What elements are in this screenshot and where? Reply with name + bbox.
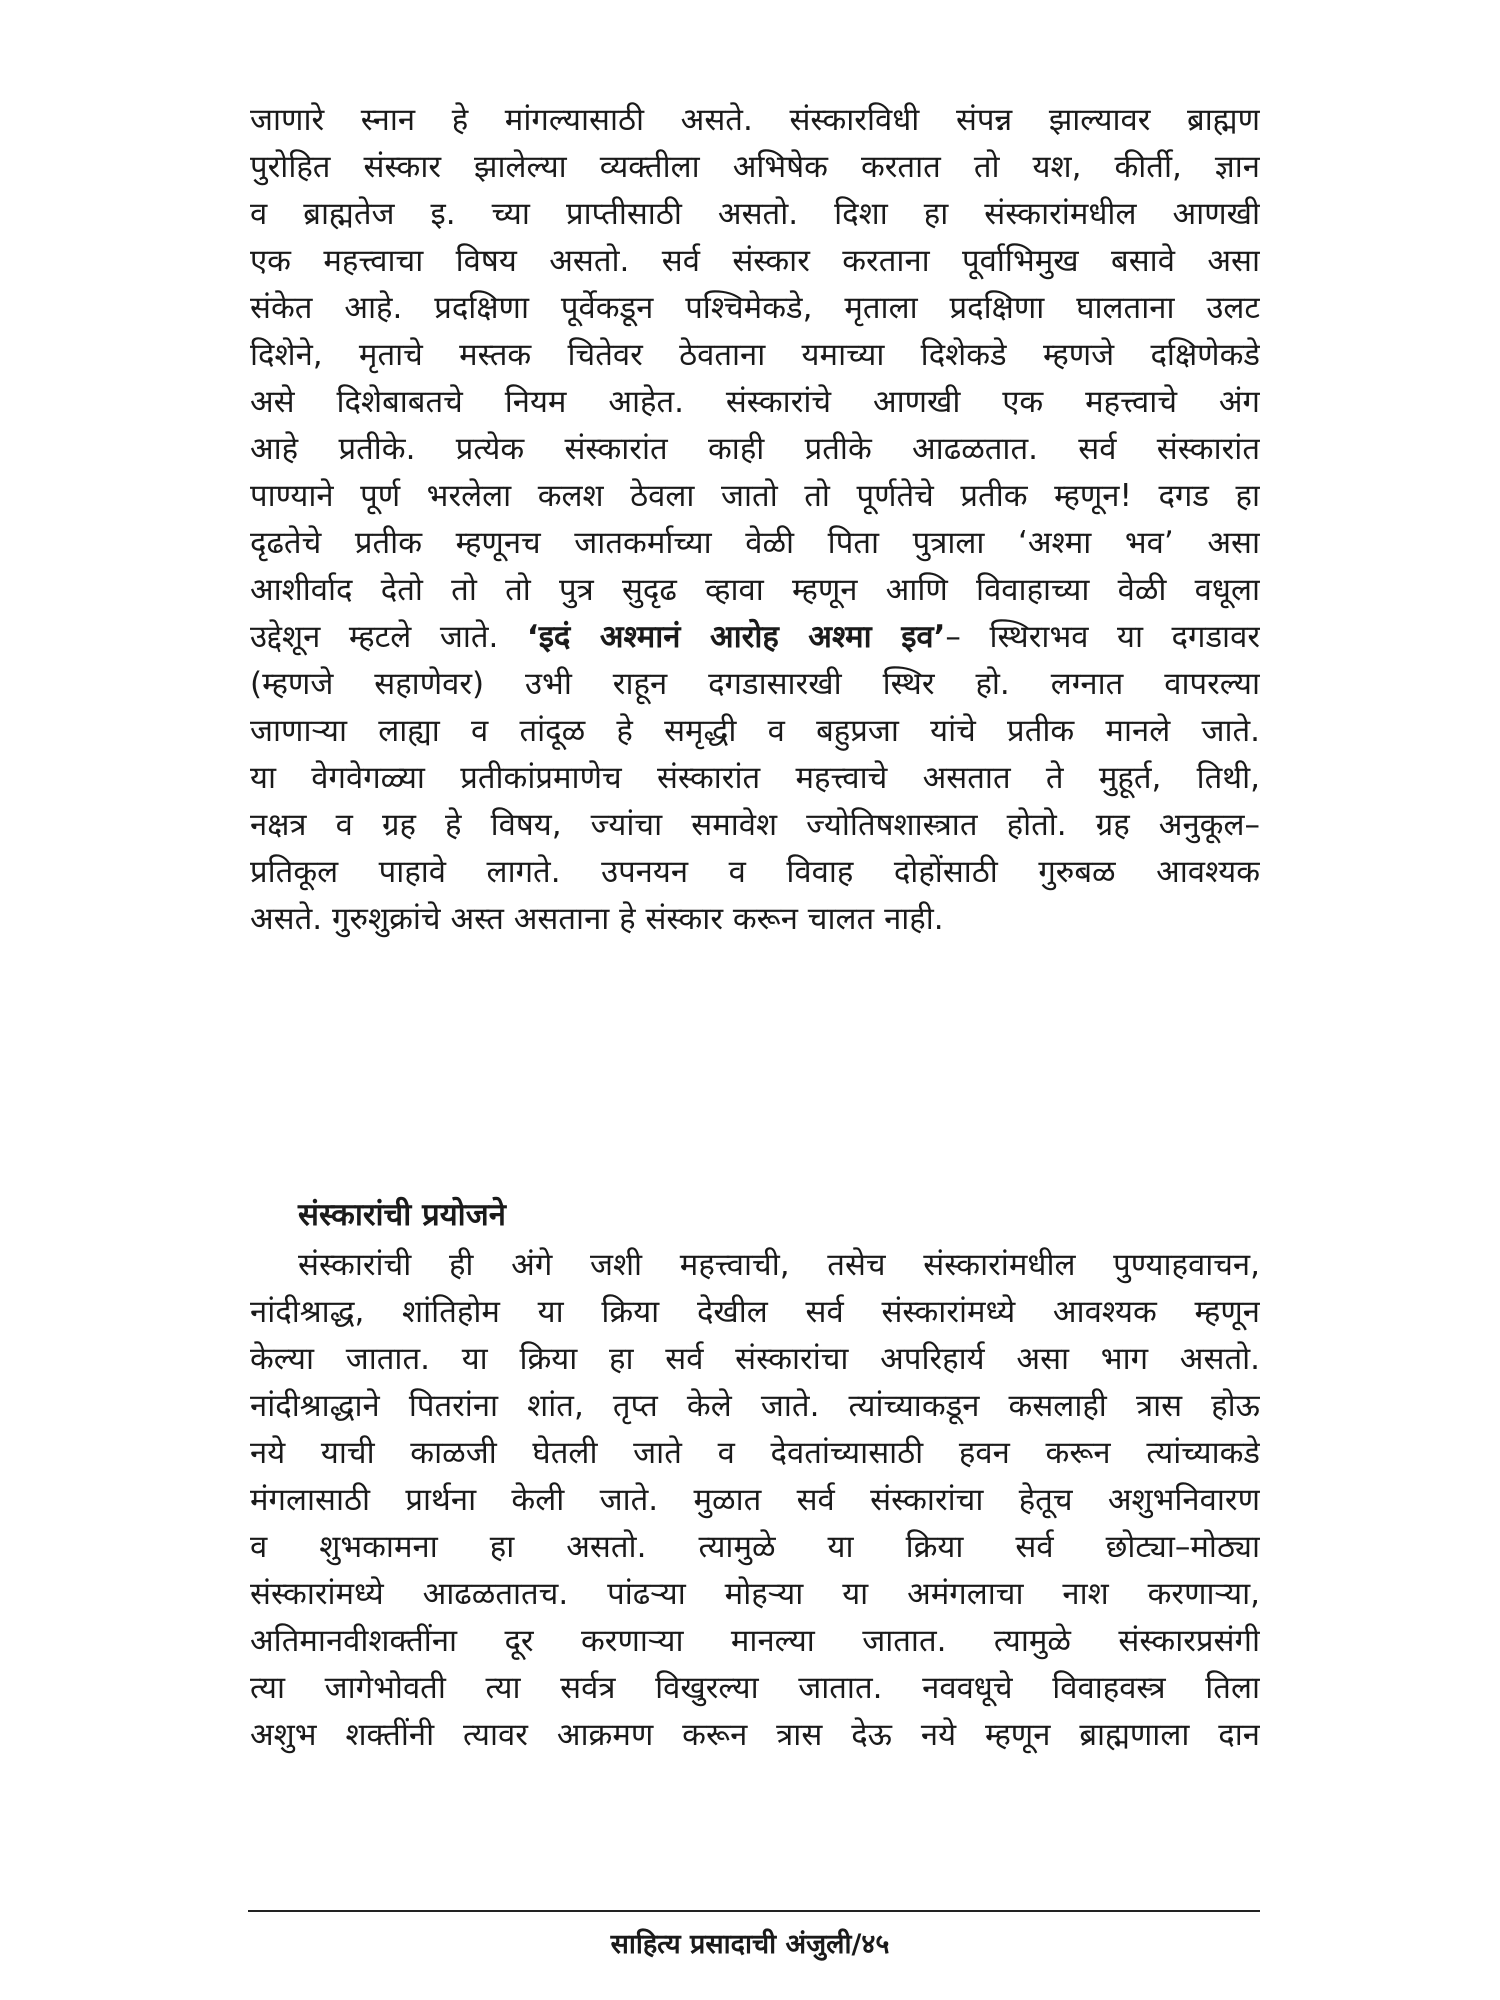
paragraph-line: जाणाऱ्या लाह्या व तांदूळ हे समृद्धी व बहुप्रजा यांचे प्रतीक मानले जाते. [250, 713, 1260, 749]
paragraph-line: त्या जागेभोवती त्या सर्वत्र विखुरल्या जातात. नववधूचे विवाहवस्त्र तिला [250, 1670, 1260, 1706]
paragraph-line: अशुभ शक्तींनी त्यावर आक्रमण करून त्रास देऊ नये म्हणून ब्राह्मणाला दान [250, 1717, 1260, 1753]
paragraph-line: असते. गुरुशुक्रांचे अस्त असताना हे संस्कार करून चालत नाही. [250, 901, 944, 937]
paragraph-line: जाणारे स्नान हे मांगल्यासाठी असते. संस्कारविधी संपन्न झाल्यावर ब्राह्मण [250, 102, 1260, 138]
paragraph-line: पाण्याने पूर्ण भरलेला कलश ठेवला जातो तो पूर्णतेचे प्रतीक म्हणून! दगड हा [250, 478, 1260, 514]
paragraph-1 [250, 97, 1260, 943]
paragraph-line: आहे प्रतीके. प्रत्येक संस्कारांत काही प्रतीके आढळतात. सर्व संस्कारांत [250, 431, 1260, 467]
line-text-before-quote: उद्देशून म्हटले जाते. [250, 619, 527, 655]
paragraph-line: नांदीश्राद्ध, शांतिहोम या क्रिया देखील सर्व संस्कारांमध्ये आवश्यक म्हणून [250, 1294, 1260, 1330]
paragraph-line: असे दिशेबाबतचे नियम आहेत. संस्कारांचे आणखी एक महत्त्वाचे अंग [250, 384, 1260, 420]
paragraph-line: (म्हणजे सहाणेवर) उभी राहून दगडासारखी स्थिर हो. लग्नात वापरल्या [250, 666, 1260, 702]
paragraph-line: या वेगवेगळ्या प्रतीकांप्रमाणेच संस्कारांत महत्त्वाचे असतात ते मुहूर्त, तिथी, [250, 760, 1260, 796]
paragraph-line: व ब्राह्मतेज इ. च्या प्राप्तीसाठी असतो. दिशा हा संस्कारांमधील आणखी [250, 196, 1260, 232]
paragraph-line: दृढतेचे प्रतीक म्हणूनच जातकर्माच्या वेळी पिता पुत्राला ‘अश्मा भव’ असा [250, 525, 1260, 561]
paragraph-line: संस्कारांमध्ये आढळतातच. पांढऱ्या मोहऱ्या या अमंगलाचा नाश करणाऱ्या, [250, 1576, 1260, 1612]
paragraph-line-with-quote [250, 614, 1260, 661]
paragraph-line: नये याची काळजी घेतली जाते व देवतांच्यासाठी हवन करून त्यांच्याकडे [250, 1435, 1260, 1471]
page-footer: साहित्य प्रसादाची अंजुली/४५ [610, 1929, 890, 1960]
paragraph-line: पुरोहित संस्कार झालेल्या व्यक्तीला अभिषेक करतात तो यश, कीर्ती, ज्ञान [250, 149, 1260, 185]
paragraph-line: आशीर्वाद देतो तो तो पुत्र सुदृढ व्हावा म्हणून आणि विवाहाच्या वेळी वधूला [250, 572, 1260, 608]
paragraph-line: संकेत आहे. प्रदक्षिणा पूर्वेकडून पश्चिमेकडे, मृताला प्रदक्षिणा घालताना उलट [250, 290, 1260, 326]
paragraph-line: व शुभकामना हा असतो. त्यामुळे या क्रिया सर्व छोट्या–मोठ्या [250, 1529, 1260, 1565]
section-heading: संस्कारांची प्रयोजने [298, 1197, 506, 1233]
paragraph-line: दिशेने, मृताचे मस्तक चितेवर ठेवताना यमाच्या दिशेकडे म्हणजे दक्षिणेकडे [250, 337, 1260, 373]
paragraph-line: अतिमानवीशक्तींना दूर करणाऱ्या मानल्या जातात. त्यामुळे संस्कारप्रसंगी [250, 1623, 1260, 1659]
bold-sanskrit-quote: ‘इदं अश्मानं आरोह अश्मा इव’ [526, 619, 946, 655]
footer-divider [248, 1910, 1260, 1912]
paragraph-line: एक महत्त्वाचा विषय असतो. सर्व संस्कार करताना पूर्वाभिमुख बसावे असा [250, 243, 1260, 279]
paragraph-2 [250, 1242, 1260, 1759]
line-text-after-quote: – स्थिराभव या दगडावर [945, 619, 1260, 655]
paragraph-line: प्रतिकूल पाहावे लागते. उपनयन व विवाह दोहोंसाठी गुरुबळ आवश्यक [250, 854, 1260, 890]
paragraph-line: संस्कारांची ही अंगे जशी महत्त्वाची, तसेच संस्कारांमधील पुण्याहवाचन, [298, 1247, 1260, 1283]
paragraph-line: नांदीश्राद्धाने पितरांना शांत, तृप्त केले जाते. त्यांच्याकडून कसलाही त्रास होऊ [250, 1388, 1260, 1424]
paragraph-line: मंगलासाठी प्रार्थना केली जाते. मुळात सर्व संस्कारांचा हेतूच अशुभनिवारण [250, 1482, 1260, 1518]
paragraph-line: केल्या जातात. या क्रिया हा सर्व संस्कारांचा अपरिहार्य असा भाग असतो. [250, 1341, 1260, 1377]
paragraph-line: नक्षत्र व ग्रह हे विषय, ज्यांचा समावेश ज्योतिषशास्त्रात होतो. ग्रह अनुकूल– [250, 807, 1260, 843]
